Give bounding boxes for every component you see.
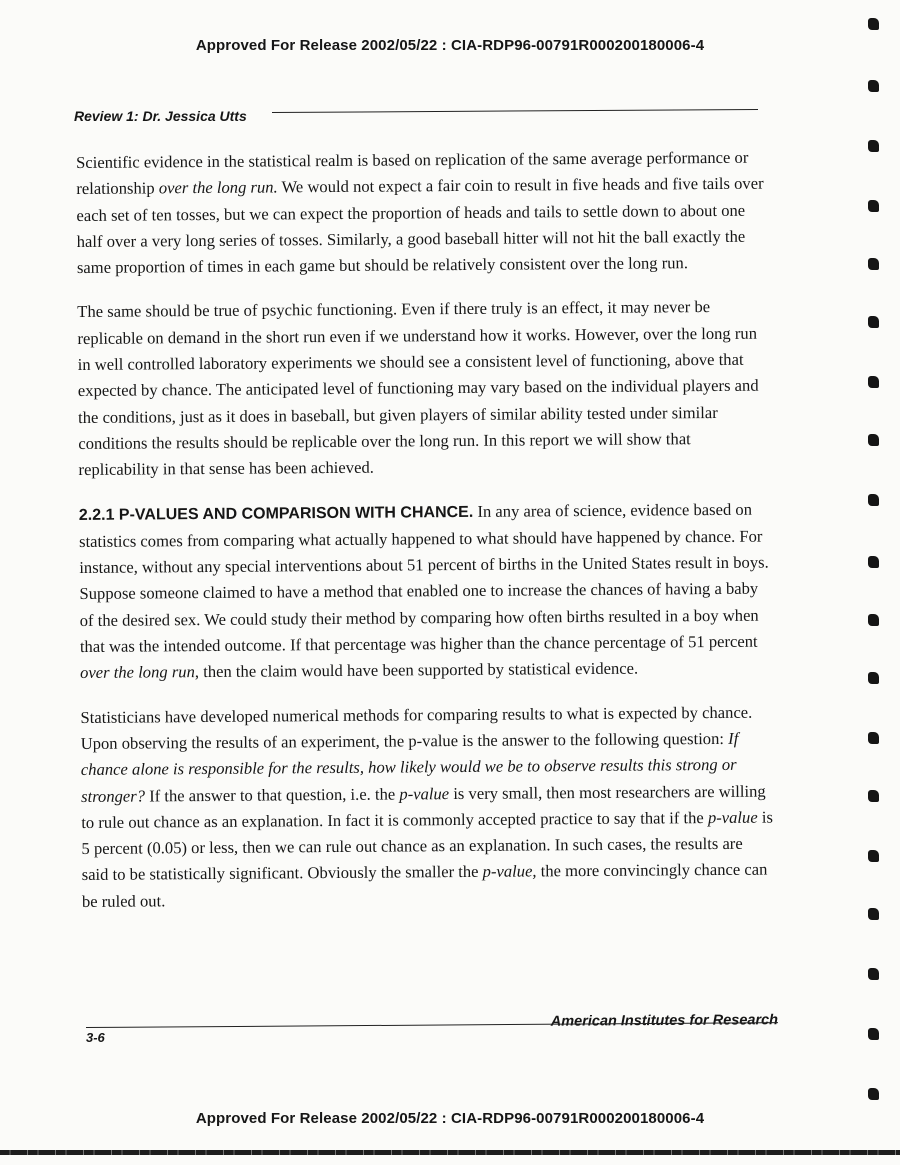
paragraph-replication: Scientific evidence in the statistical realm is based on replication of the same average performance or relationship over the long run. We would not expect a fair coin to result in five heads and five tails over each set of ten tosses, but we can expect the proportion of heads and tails to settle down to about one half over a very long series of tosses. Similarly, a good baseball hitter will not hit the ball exactly the same proportion of times in each game but should be relatively consistent over the long run. — [76, 147, 764, 278]
scan-bottom-strip — [0, 1150, 900, 1155]
header-rule — [272, 109, 758, 113]
release-header: Approved For Release 2002/05/22 : CIA-RDP96-00791R000200180006-4 — [195, 37, 705, 54]
organization-name: American Institutes for Research — [550, 1012, 779, 1030]
scan-edge-marks — [864, 0, 886, 1165]
body-text — [76, 145, 774, 933]
section-heading: 2.2.1 P-VALUES AND COMPARISON WITH CHANCE. — [78, 503, 474, 524]
release-footer: Approved For Release 2002/05/22 : CIA-RDP96-00791R000200180006-4 — [195, 1110, 705, 1127]
paragraph-statisticians: Statisticians have developed numerical methods for comparing results to what is expected by chance. Upon observing the results of an experiment, the p-value is the answer to the following question: If chance alone is responsible for the results, how likely would we be to observe results this strong or stronger? If the answer to that question, i.e. the p-value is very small, then most researchers are willing to rule out chance as an explanation. In fact it is commonly accepted practice to say that if the p-value is 5 percent (0.05) or less, then we can rule out chance as an explanation. In such cases, the results are said to be statistically significant. Obviously the smaller the p-value, the more convincingly chance can be ruled out. — [80, 702, 773, 911]
review-header: Review 1: Dr. Jessica Utts — [74, 108, 247, 124]
paragraph-psychic-functioning: The same should be true of psychic functioning. Even if there truly is an effect, it may never be replicable on demand in the short run even if we understand how it works. However, over the long run in well controlled laboratory experiments we should see a consistent level of functioning, above that expected by chance. The anticipated level of functioning may vary based on the individual players and the conditions, just as it does in baseball, but given players of similar ability tested under similar conditions the results should be replicable over the long run. In this report we will show that replicability in that sense has been achieved. — [77, 297, 759, 480]
paragraph-p-values: 2.2.1 P-VALUES AND COMPARISON WITH CHANCE. In any area of science, evidence based on statistics comes from comparing what actually happened to what should have happened by chance. For instance, without any special interventions about 51 percent of births in the United States result in boys. Suppose someone claimed to have a method that enabled one to increase the chances of having a baby of the desired sex. We could study their method by comparing how often births resulted in a boy when that was the intended outcome. If that percentage was higher than the chance percentage of 51 percent over the long run, then the claim would have been supported by statistical evidence. — [78, 499, 769, 683]
page-number: 3-6 — [86, 1030, 105, 1045]
